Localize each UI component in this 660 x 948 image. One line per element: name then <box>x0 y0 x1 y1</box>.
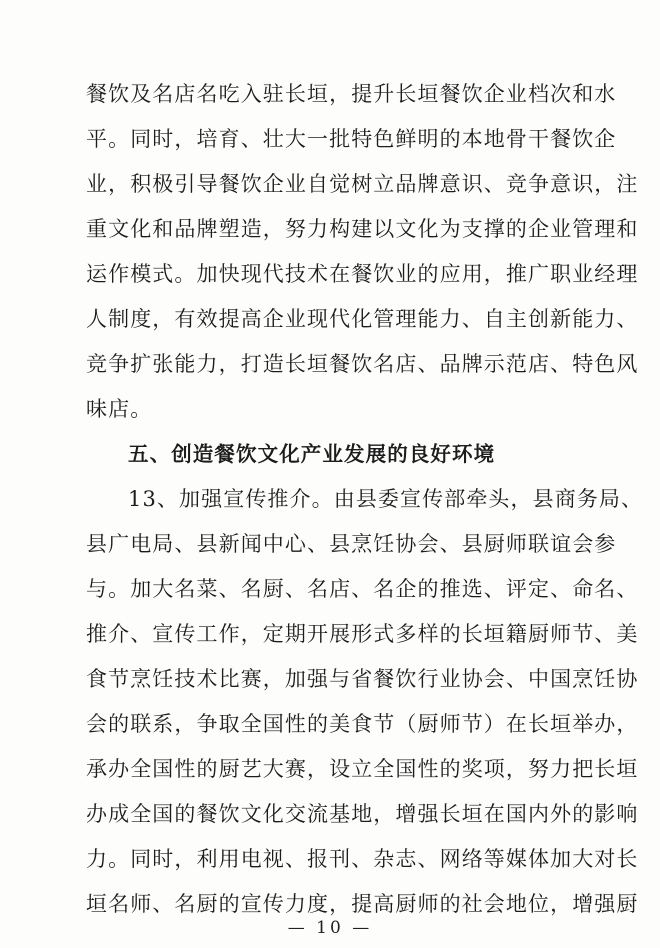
text-line: 县广电局、县新闻中心、县烹饪协会、县厨师联谊会参 <box>86 532 617 556</box>
text-line: 运作模式。加快现代技术在餐饮业的应用，推广职业经理 <box>86 262 639 286</box>
section-heading: 五、创造餐饮文化产业发展的良好环境 <box>128 442 496 466</box>
text-line: 承办全国性的厨艺大赛，设立全国性的奖项，努力把长垣 <box>86 757 639 781</box>
text-line: 餐饮及名店名吃入驻长垣，提升长垣餐饮企业档次和水 <box>86 82 617 106</box>
text-line: 人制度，有效提高企业现代化管理能力、自主创新能力、 <box>86 307 639 331</box>
text-line: 业，积极引导餐饮企业自觉树立品牌意识、竞争意识，注 <box>86 172 639 196</box>
text-line: 竞争扩张能力，打造长垣餐饮名店、品牌示范店、特色风 <box>86 352 639 376</box>
text-line: 平。同时，培育、壮大一批特色鲜明的本地骨干餐饮企 <box>86 127 617 151</box>
text-line: 会的联系，争取全国性的美食节（厨师节）在长垣举办， <box>86 712 639 736</box>
text-line: 推介、宣传工作，定期开展形式多样的长垣籍厨师节、美 <box>86 622 639 646</box>
text-line: 13、加强宣传推介。由县委宣传部牵头，县商务局、 <box>128 487 644 511</box>
text-line: 力。同时，利用电视、报刊、杂志、网络等媒体加大对长 <box>86 847 639 871</box>
text-line: 味店。 <box>86 397 153 421</box>
text-line: 重文化和品牌塑造，努力构建以文化为支撑的企业管理和 <box>86 217 639 241</box>
text-line: 与。加大名菜、名厨、名店、名企的推选、评定、命名、 <box>86 577 639 601</box>
text-line: 垣名师、名厨的宣传力度，提高厨师的社会地位，增强厨 <box>86 892 639 916</box>
text-line: 办成全国的餐饮文化交流基地，增强长垣在国内外的影响 <box>86 802 639 826</box>
page-number: — 10 — <box>287 918 373 938</box>
text-line: 食节烹饪技术比赛，加强与省餐饮行业协会、中国烹饪协 <box>86 667 639 691</box>
